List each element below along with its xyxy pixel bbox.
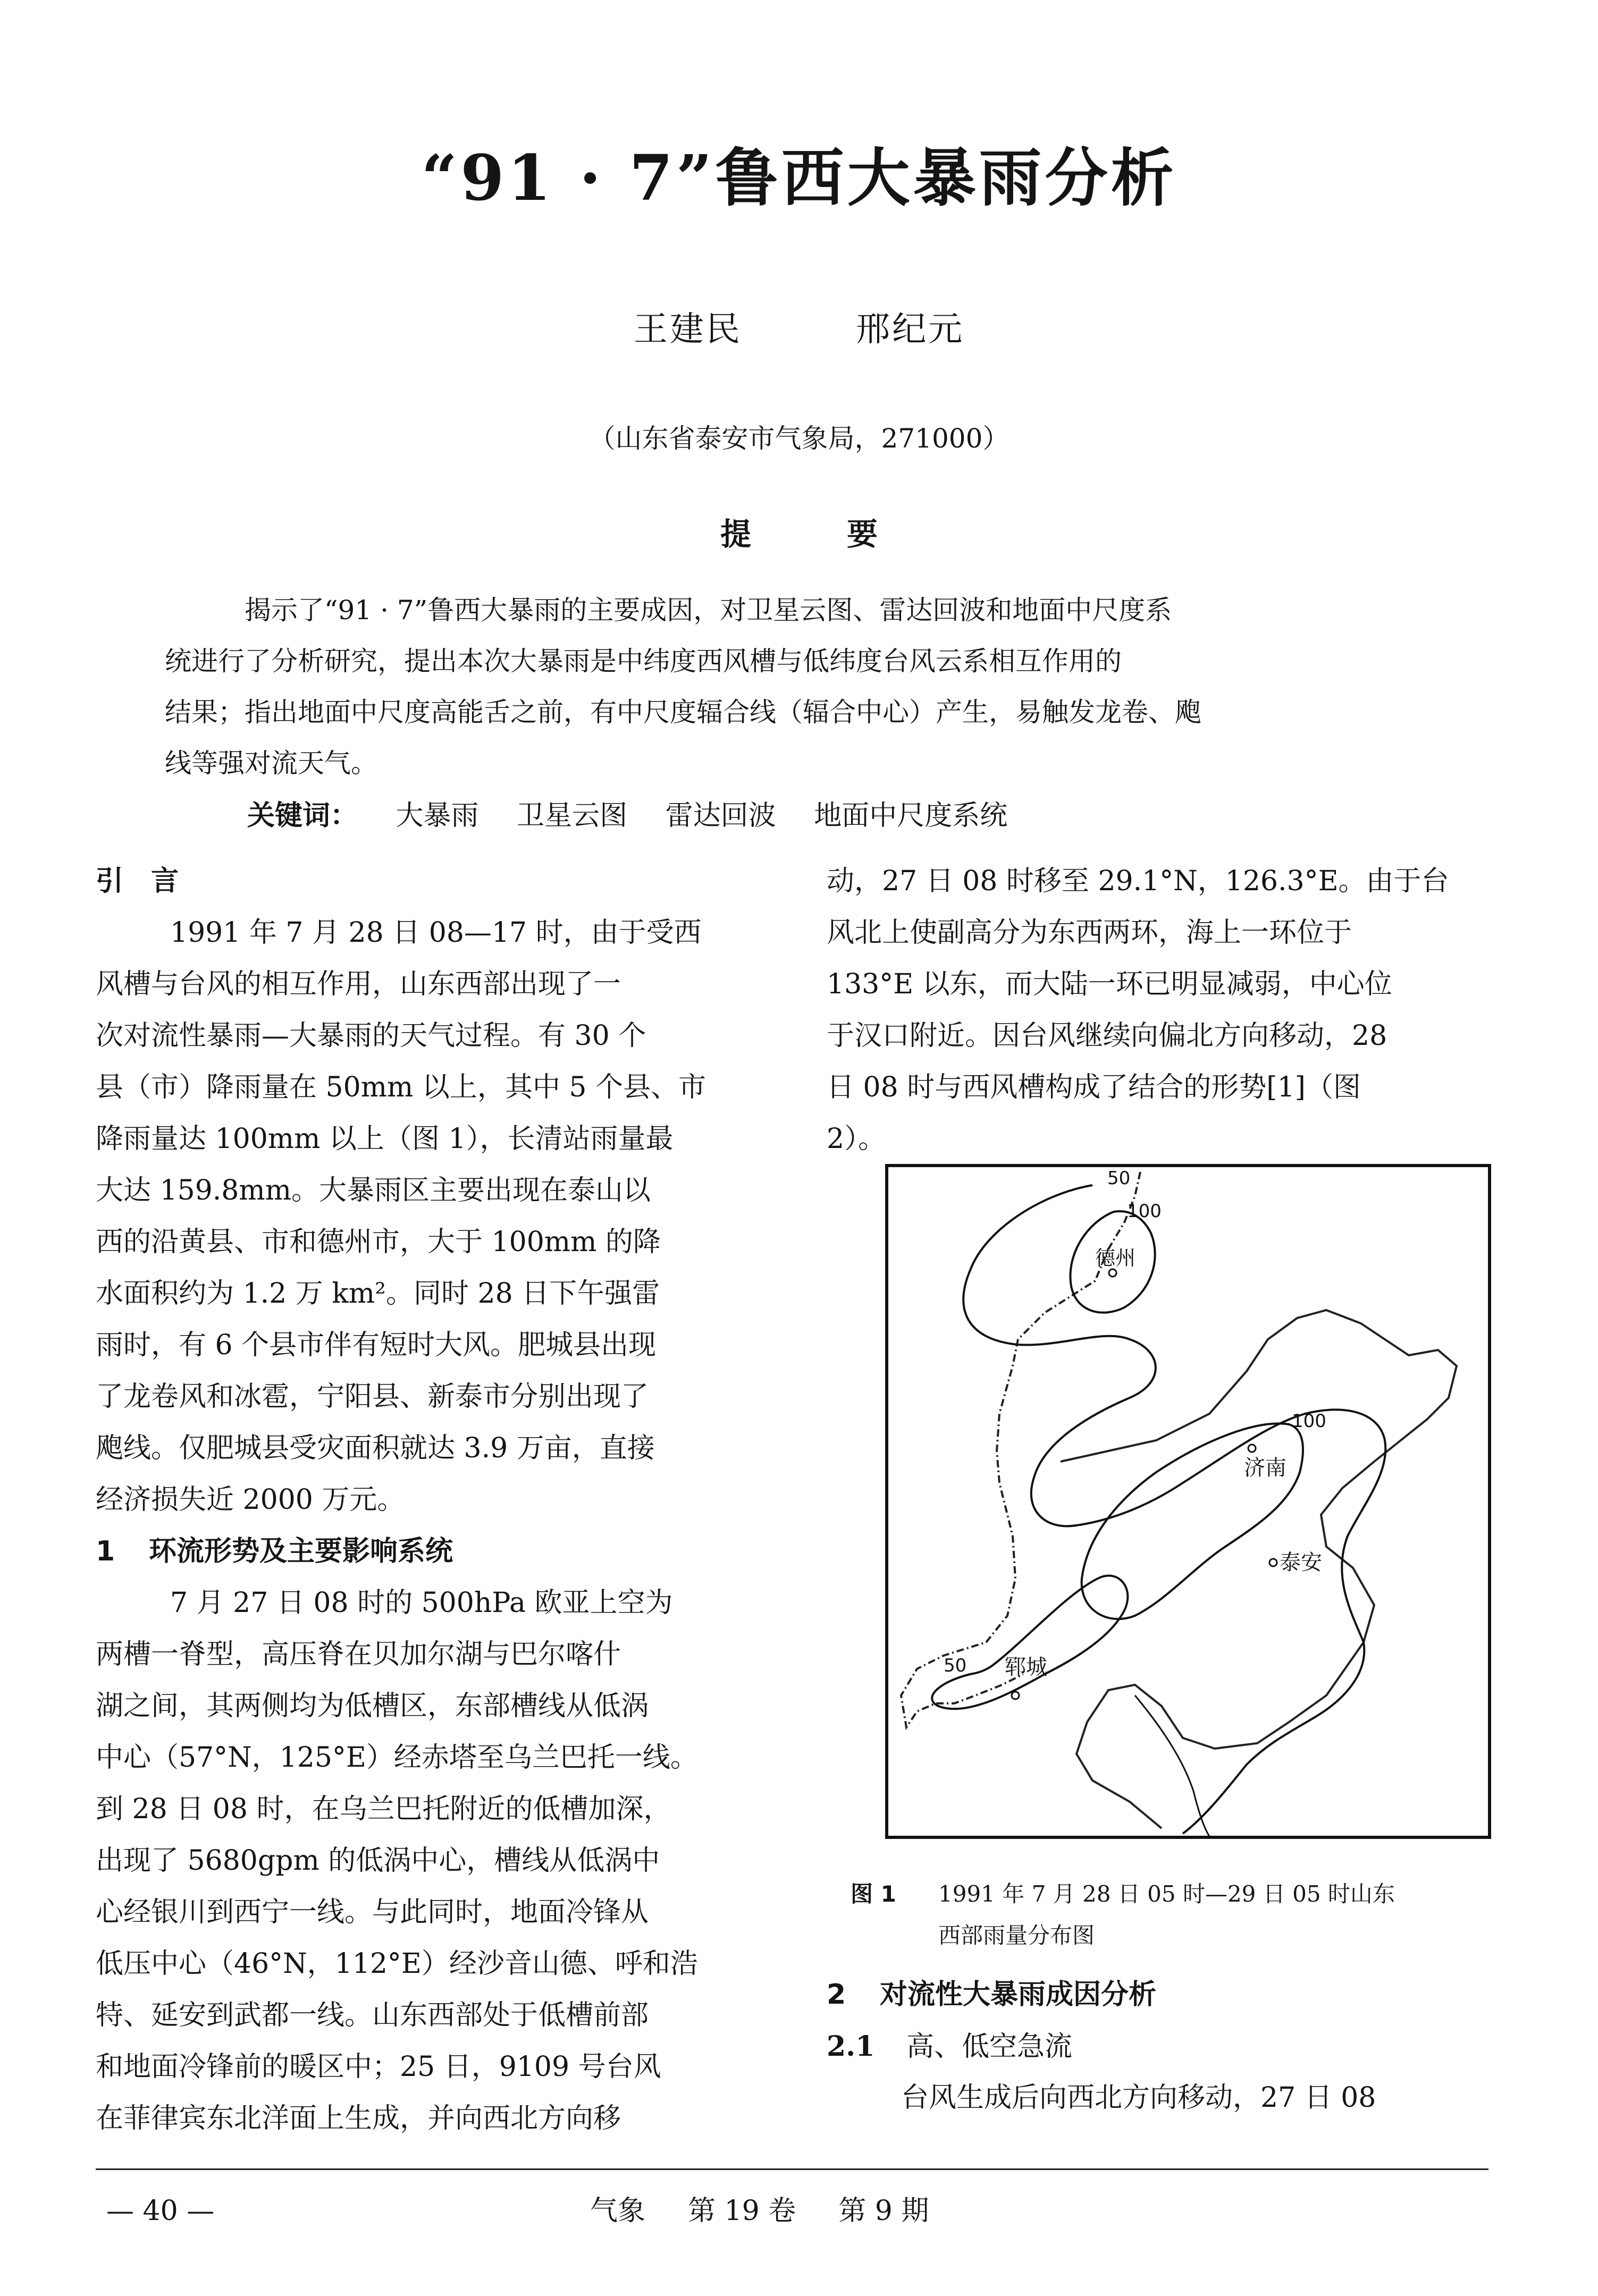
city-marker-jinan — [1248, 1445, 1256, 1452]
subsection-heading-2-1: 2.1 高、低空急流 — [827, 2030, 1073, 2063]
contour-100-jinan — [1082, 1423, 1303, 1619]
body-line: 7 月 27 日 08 时的 500hPa 欧亚上空为 — [170, 1587, 673, 1619]
body-line: 1991 年 7 月 28 日 08—17 时，由于受西 — [170, 917, 702, 949]
body-line: 水面积约为 1.2 万 km²。同时 28 日下午强雷 — [96, 1278, 660, 1310]
body-line: 和地面冷锋前的暖区中；25 日，9109 号台风 — [96, 2051, 661, 2083]
body-line: 经济损失近 2000 万元。 — [96, 1484, 405, 1516]
body-line: 中心（57°N，125°E）经赤塔至乌兰巴托一线。 — [96, 1742, 698, 1774]
contour-50-north — [963, 1185, 1385, 1834]
body-line: 风槽与台风的相互作用，山东西部出现了一 — [96, 968, 621, 1000]
body-line: 低压中心（46°N，112°E）经沙音山德、呼和浩 — [96, 1948, 698, 1980]
abstract-line: 结果；指出地面中尺度高能舌之前，有中尺度辐合线（辐合中心）产生，易触发龙卷、飑 — [165, 697, 1201, 728]
body-line: 县（市）降雨量在 50mm 以上，其中 5 个县、市 — [96, 1071, 706, 1103]
body-line: 出现了 5680gpm 的低涡中心，槽线从低涡中 — [96, 1845, 660, 1877]
abstract-line: 线等强对流天气。 — [165, 748, 377, 779]
contour-50-south — [932, 1576, 1128, 1709]
affiliation: （山东省泰安市气象局，271000） — [588, 423, 1010, 454]
body-line: 湖之间，其两侧均为低槽区，东部槽线从低涡 — [96, 1690, 649, 1722]
caption-text: 1991 年 7 月 28 日 05 时—29 日 05 时山东 — [938, 1881, 1395, 1907]
figure-1-caption — [851, 1873, 1552, 1956]
section-heading-intro: 引 言 — [96, 865, 179, 897]
abstract-heading: 提 要 — [720, 516, 878, 552]
caption-text: 西部雨量分布图 — [938, 1922, 1095, 1948]
body-line: 动，27 日 08 时移至 29.1°N，126.3°E。由于台 — [827, 865, 1449, 897]
right-column-top — [827, 856, 1512, 1165]
body-line: 133°E 以东，而大陆一环已明显减弱，中心位 — [827, 968, 1392, 1000]
figure-label: 图 1 — [851, 1881, 896, 1907]
city-marker-yuncheng — [1012, 1692, 1019, 1699]
city-label-dezhou: 德州 — [1095, 1246, 1136, 1270]
paper-title: “91 · 7”鲁西大暴雨分析 — [421, 141, 1177, 215]
keyword: 卫星云图 — [517, 800, 628, 832]
city-label-taian: 泰安 — [1280, 1550, 1322, 1575]
keyword: 地面中尺度系统 — [814, 800, 1008, 832]
body-line: 大达 159.8mm。大暴雨区主要出现在泰山以 — [96, 1175, 651, 1206]
body-line: 到 28 日 08 时，在乌兰巴托附近的低槽加深， — [96, 1793, 671, 1825]
body-line: 西的沿黄县、市和德州市，大于 100mm 的降 — [96, 1226, 661, 1258]
body-line: 于汉口附近。因台风继续向偏北方向移动，28 — [827, 1020, 1387, 1052]
body-line: 降雨量达 100mm 以上（图 1），长清站雨量最 — [96, 1123, 674, 1155]
left-column — [96, 856, 781, 2145]
body-line: 飑线。仅肥城县受灾面积就达 3.9 万亩，直接 — [96, 1432, 655, 1464]
body-line: 了龙卷风和冰雹，宁阳县、新泰市分别出现了 — [96, 1381, 649, 1413]
body-line: 特、延安到武都一线。山东西部处于低槽前部 — [96, 1999, 649, 2031]
abstract-line: 揭示了“91 · 7”鲁西大暴雨的主要成因，对卫星云图、雷达回波和地面中尺度系 — [245, 595, 1172, 626]
author-1: 王建民 — [633, 310, 742, 349]
body-line: 风北上使副高分为东西两环，海上一环位于 — [827, 917, 1352, 949]
coast-line — [1061, 1310, 1457, 1828]
body-line: 日 08 时与西风槽构成了结合的形势[1]（图 — [827, 1071, 1361, 1103]
keywords — [247, 795, 1007, 837]
abstract-body — [165, 585, 1451, 789]
contour-label: 50 — [1107, 1168, 1131, 1189]
body-line: 在菲律宾东北洋面上生成，并向西北方向移 — [96, 2103, 621, 2134]
city-marker-dezhou — [1109, 1269, 1116, 1277]
keyword: 雷达回波 — [665, 800, 776, 832]
section-heading-2: 2 对流性大暴雨成因分析 — [827, 1979, 1157, 2011]
contour-label: 100 — [1292, 1411, 1326, 1432]
page-number: — 40 — — [106, 2195, 215, 2227]
keyword: 大暴雨 — [396, 800, 479, 832]
body-line: 台风生成后向西北方向移动，27 日 08 — [901, 2082, 1376, 2114]
journal-issue: 第 9 期 — [838, 2195, 929, 2227]
journal-info — [590, 2192, 971, 2230]
map-frame — [887, 1166, 1490, 1837]
right-column-bottom — [827, 1969, 1512, 2124]
city-label-yuncheng: 郓城 — [1005, 1655, 1047, 1679]
city-marker-taian — [1269, 1559, 1277, 1566]
journal-volume: 第 19 卷 — [688, 2195, 796, 2227]
body-line: 2）。 — [827, 1123, 886, 1155]
rainfall-map-figure — [885, 1164, 1491, 1839]
body-line: 次对流性暴雨—大暴雨的天气过程。有 30 个 — [96, 1020, 646, 1052]
city-label-jinan: 济南 — [1244, 1456, 1286, 1480]
author-list — [0, 306, 1598, 353]
keywords-label: 关键词： — [247, 800, 358, 832]
footer-divider — [96, 2168, 1488, 2170]
author-2: 邢纪元 — [856, 310, 965, 349]
body-line: 两槽一脊型，高压脊在贝加尔湖与巴尔喀什 — [96, 1639, 621, 1670]
journal-name: 气象 — [590, 2195, 646, 2227]
contour-label: 50 — [944, 1655, 967, 1676]
section-heading-1: 1 环流形势及主要影响系统 — [96, 1535, 453, 1567]
contour-label: 100 — [1127, 1201, 1162, 1222]
abstract-line: 统进行了分析研究，提出本次大暴雨是中纬度西风槽与低纬度台风云系相互作用的 — [165, 646, 1122, 677]
body-line: 心经银川到西宁一线。与此同时，地面冷锋从 — [96, 1896, 649, 1928]
body-line: 雨时，有 6 个县市伴有短时大风。肥城县出现 — [96, 1329, 657, 1361]
